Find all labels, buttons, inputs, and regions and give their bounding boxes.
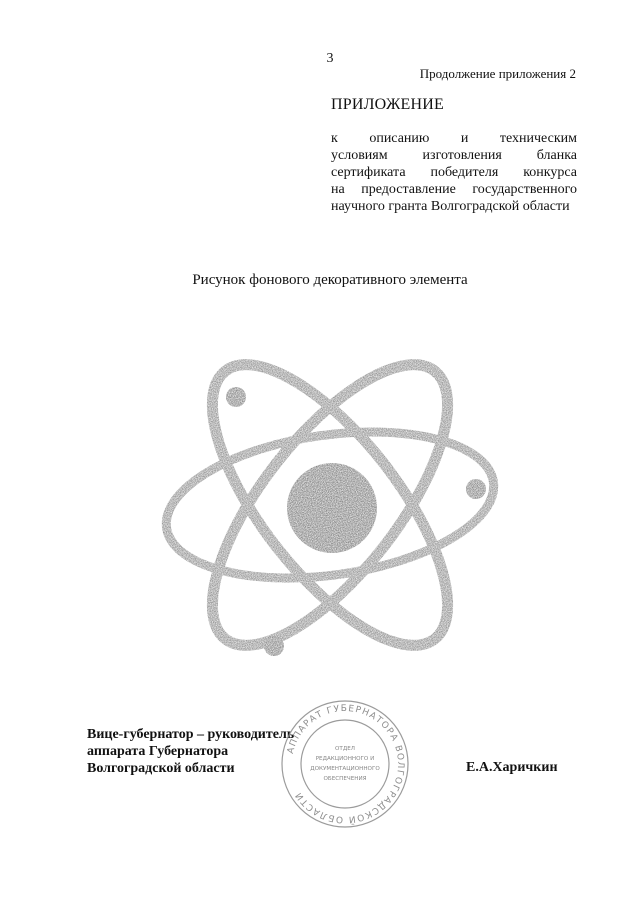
stamp-inner-line: ОБЕСПЕЧЕНИЯ xyxy=(323,776,367,782)
official-stamp xyxy=(279,698,411,830)
signer-title xyxy=(87,726,294,777)
signer-name: Е.А.Харичкин xyxy=(466,760,558,775)
stamp-inner-line: ОТДЕЛ xyxy=(335,746,355,752)
figure-caption: Рисунок фонового декоративного элемента xyxy=(192,272,468,288)
appendix-line: к описанию и техническим xyxy=(331,131,577,146)
appendix-title: ПРИЛОЖЕНИЕ xyxy=(331,96,445,113)
signer-title-line: аппарата Губернатора xyxy=(87,744,229,759)
page-number: 3 xyxy=(326,51,334,66)
appendix-line: научного гранта Волгоградской области xyxy=(331,199,570,214)
signer-title-line: Вице-губернатор – руководитель xyxy=(87,727,295,742)
appendix-description xyxy=(331,130,577,215)
stamp-inner-line: РЕДАКЦИОННОГО И xyxy=(315,756,375,762)
continuation-label: Продолжение приложения 2 xyxy=(419,66,576,81)
stamp-outer-text: АППАРАТ ГУБЕРНАТОРА ВОЛГОГРАДСКОЙ ОБЛАСТИ xyxy=(286,703,406,825)
appendix-line: сертификата победителя конкурса xyxy=(331,165,577,180)
atom-icon xyxy=(160,325,500,685)
appendix-line: на предоставление государственного xyxy=(331,182,577,197)
stamp-inner-line: ДОКУМЕНТАЦИОННОГО xyxy=(310,766,380,772)
appendix-line: условиям изготовления бланка xyxy=(331,148,577,163)
signer-title-line: Волгоградской области xyxy=(87,761,235,776)
